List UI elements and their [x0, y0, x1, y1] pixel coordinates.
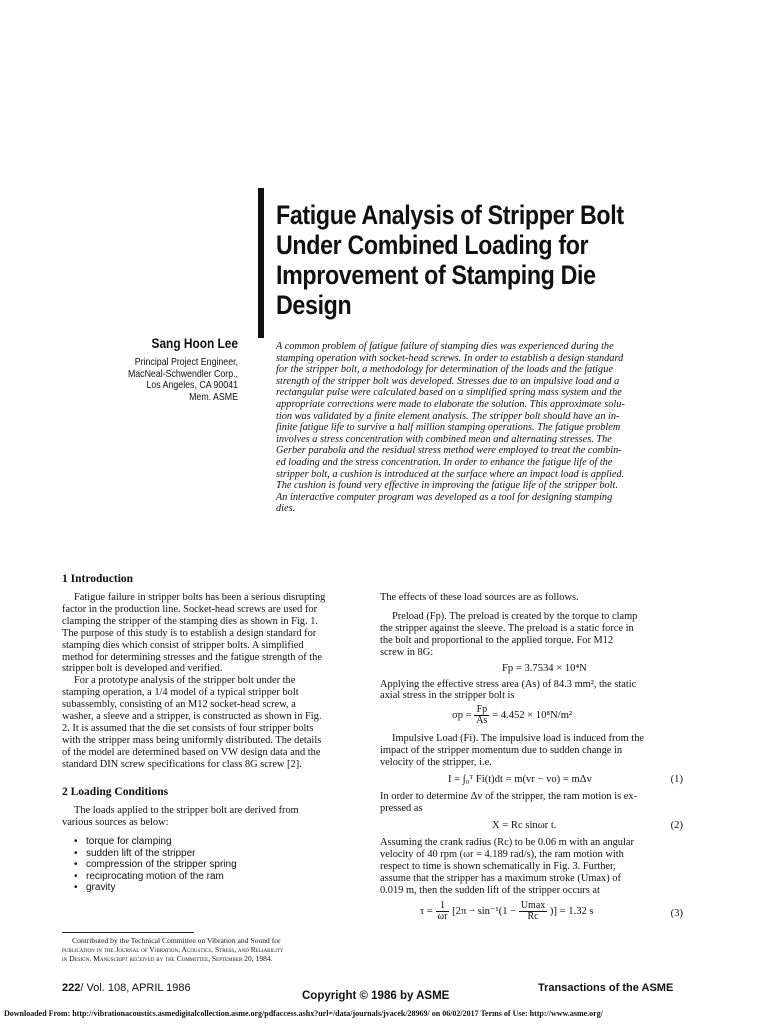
equation-stress: [452, 705, 683, 729]
list-item: [74, 859, 365, 871]
equation-text: X = Rc sinωr t.: [492, 819, 557, 831]
equation-number: (2): [670, 819, 683, 831]
bullet-icon: •: [74, 836, 78, 848]
text-line: Impulsive Load (Fi). The impulsive load is induced from the: [392, 733, 645, 745]
abstract-line: dies.: [276, 503, 296, 515]
footnote-rule: [62, 932, 194, 933]
footnote-line: publication in the Journal of Vibration, Acoustics, Stress, and Reliability: [62, 945, 284, 955]
footnote-line: Contributed by the Technical Committee on Vibration and Sound for: [72, 936, 281, 945]
fraction-numerator: Umax: [520, 900, 546, 912]
abstract-line: Gerber parabola and the residual stress method were employed to treat the combin-: [276, 445, 622, 457]
section-heading-introduction: 1 Introduction: [62, 573, 134, 585]
text-line: 0.019 m, then the sudden lift of the stripper occurs at: [380, 884, 600, 896]
equation-text: )] = 1.32 s: [549, 906, 594, 918]
impulsive-paragraph: [380, 733, 683, 769]
text-line: For a prototype analysis of the stripper bolt under the: [74, 675, 296, 687]
bullet-icon: •: [74, 859, 78, 871]
abstract-line: involves a stress concentration with combined mean and alternating stresses. The: [276, 433, 612, 445]
abstract-line: strength of the stripper bolt was developed. Stresses due to an impulsive load and a: [276, 375, 620, 387]
text-line: velocity of the stripper, i.e.: [380, 757, 492, 769]
author-name: Sang Hoon Lee: [151, 336, 238, 351]
list-item: [74, 871, 365, 883]
text-line: impact of the stripper momentum due to sudden change in: [380, 745, 623, 757]
text-line: In order to determine Δv of the stripper, the ram motion is ex-: [380, 791, 638, 803]
fraction-numerator: Fp: [474, 705, 489, 716]
equation-2: [380, 819, 683, 833]
text-line: subassembly, consisting of an M12 socket-head screw, a: [62, 699, 296, 711]
list-item-text: reciprocating motion of the ram: [86, 870, 224, 882]
crank-paragraph: [380, 837, 683, 897]
download-notice: Downloaded From: http://vibrationacoustics.asmedigitalcollection.asme.org/pdfaccess.ashx?url=/data/journals/jvacek/28969/ on 06/02/2017 Terms of Use: http://www.asme.org/: [4, 1008, 603, 1018]
loading-paragraph: [62, 805, 365, 829]
abstract-line: stamping operation with socket-head screws. In order to establish a design standard: [276, 352, 624, 364]
text-line: Applying the effective stress area (As) of 84.3 mm², the static: [380, 678, 637, 690]
text-line: axial stress in the stripper bolt is: [380, 690, 515, 702]
abstract-line: stripper bolt, a cushion is introduced at the surface where an impact load is applied.: [276, 468, 625, 480]
load-sources-list: [62, 836, 365, 894]
text-line: method for determining stresses and the fatigue strength of the: [62, 651, 322, 663]
text-line: clamping the stripper of the stamping dies as shown in Fig. 1.: [62, 615, 318, 627]
author-affiliation-line: MacNeal-Schwendler Corp.,: [127, 368, 238, 380]
intro-paragraph-1: [62, 592, 365, 675]
text-line: velocity of 40 rpm (ωr = 4.189 rad/s), the ram motion with: [380, 848, 624, 860]
abstract-line: A common problem of fatigue failure of stamping dies was experienced during the: [276, 341, 614, 352]
text-line: The loads applied to the stripper bolt are derived from: [74, 804, 299, 816]
equation-1: [380, 773, 683, 787]
footnote-line: in Design. Manuscript received by the Committee, September 20, 1984.: [62, 954, 273, 964]
text-line: screw in 8G:: [380, 646, 434, 658]
abstract-line: An interactive computer program was developed as a tool for designing stamping: [276, 491, 613, 503]
page-number: 222: [62, 982, 81, 994]
title-rule: [258, 188, 264, 338]
equation-text: σp =: [452, 710, 472, 722]
list-item: [74, 882, 365, 894]
text-line: Fatigue failure in stripper bolts has been a serious disrupting: [74, 592, 326, 603]
list-item-text: torque for clamping: [86, 836, 172, 848]
equation-preload: Fp = 3.7534 × 10⁴N: [502, 662, 587, 674]
fraction: [474, 705, 489, 726]
author-block: [92, 336, 238, 403]
equation-text: I = ∫₀ᵀ Fi(t)dt = m(vr − vo) = mΔv: [448, 774, 592, 786]
text-line: Assuming the crank radius (Rc) to be 0.06 m with an angular: [380, 836, 634, 848]
effects-line: [380, 592, 683, 604]
list-item-text: sudden lift of the stripper: [86, 847, 196, 859]
author-affiliation-line: Principal Project Engineer,: [134, 357, 238, 368]
text-line: standard DIN screw specifications for class 8G screw [2].: [62, 758, 302, 770]
text-line: various sources as below:: [62, 816, 169, 828]
title-line: Under Combined Loading for: [276, 230, 589, 260]
fraction-denominator: Rc: [527, 911, 539, 923]
equation-text: τ =: [420, 906, 433, 918]
equation-text: = 4.452 × 10⁸N/m²: [492, 710, 573, 722]
title-line: Fatigue Analysis of Stripper Bolt: [276, 200, 624, 230]
ram-paragraph: [380, 791, 683, 815]
title-line: Design: [276, 290, 352, 320]
text-line: stamping dies which consist of stripper bolts. A simplified: [62, 639, 304, 651]
text-line: Preload (Fp). The preload is created by the torque to clamp: [392, 610, 638, 622]
text-line: with the stripper mass being uniformly distributed. The details: [62, 734, 322, 746]
text-line: 2. It is assumed that the die set consists of four stripper bolts: [62, 722, 314, 734]
preload-paragraph: [380, 611, 683, 659]
equation-text: [2π − sin⁻¹(1 −: [452, 906, 517, 918]
abstract-line: appropriate corrections were made to elaborate the solution. This approximate solu-: [276, 398, 625, 410]
title-line: Improvement of Stamping Die: [276, 260, 596, 290]
list-item: [74, 836, 365, 848]
abstract-line: tion was validated by a finite element analysis. The stripper bolt should have an in-: [276, 410, 620, 422]
stress-paragraph: [380, 679, 683, 703]
footnote: [62, 936, 365, 964]
abstract-line: finite fatigue life to survive a half million stamping operations. The fatigue problem: [276, 422, 621, 434]
text-line: pressed as: [380, 802, 423, 814]
volume-info: / Vol. 108, APRIL 1986: [80, 982, 191, 994]
text-line: stripper bolt is developed and verified.: [62, 663, 223, 675]
text-line: the stripper against the sleeve. The preload is a static force in: [380, 622, 634, 634]
fraction-denominator: ωr: [437, 911, 448, 923]
abstract-line: for the stripper bolt, a methodology for determination of the loads and the fatigue: [276, 364, 613, 376]
abstract: [276, 341, 690, 515]
text-line: the bolt and proportional to the applied torque. For M12: [380, 634, 614, 646]
text-line: respect to time is shown schematically in Fig. 3. Further,: [380, 860, 616, 872]
text-line: of the model are determined based on VW design data and the: [62, 746, 321, 758]
intro-paragraph-2: [62, 675, 365, 770]
text-line: stamping operation, a 1/4 model of a typical stripper bolt: [62, 687, 299, 699]
abstract-line: ed loading and the stress concentration. In order to enhance the fatigue life of the: [276, 456, 613, 468]
text-line: washer, a sleeve and a stripper, is constructed as shown in Fig.: [62, 711, 322, 723]
fraction: [436, 901, 450, 922]
page-footer-left: [62, 982, 191, 994]
abstract-line: rectangular pulse were calculated based on a simplified spring mass system and the: [276, 387, 622, 399]
list-item-text: compression of the stripper spring: [86, 859, 237, 871]
fraction-numerator: 1: [436, 901, 450, 912]
bullet-icon: •: [74, 870, 78, 882]
left-column: [62, 572, 365, 894]
right-column: [380, 592, 683, 927]
fraction: [519, 901, 547, 922]
abstract-line: The cushion is found very effective in improving the fatigue life of the stripper bolt.: [276, 480, 618, 492]
text-line: The purpose of this study is to establish a design standard for: [62, 627, 317, 639]
journal-name: Transactions of the ASME: [538, 982, 674, 994]
author-affiliation-line: Mem. ASME: [189, 391, 238, 403]
paper-title: [276, 200, 637, 320]
equation-3: [380, 901, 683, 927]
equation-number: (1): [670, 774, 683, 786]
list-item-text: gravity: [86, 882, 116, 894]
fraction-denominator: As: [476, 715, 488, 727]
bullet-icon: •: [74, 882, 78, 894]
text-line: assume that the stripper has a maximum stroke (Umax) of: [380, 872, 621, 884]
text-line: The effects of these load sources are as follows.: [380, 592, 579, 603]
list-item: [74, 848, 365, 860]
bullet-icon: •: [74, 847, 78, 859]
text-line: factor in the production line. Socket-head screws are used for: [62, 603, 318, 615]
equation-number: (3): [670, 908, 683, 920]
author-affiliation-line: Los Angeles, CA 90041: [146, 380, 238, 392]
section-heading-loading-conditions: 2 Loading Conditions: [62, 785, 169, 798]
copyright: Copyright © 1986 by ASME: [302, 990, 450, 1002]
